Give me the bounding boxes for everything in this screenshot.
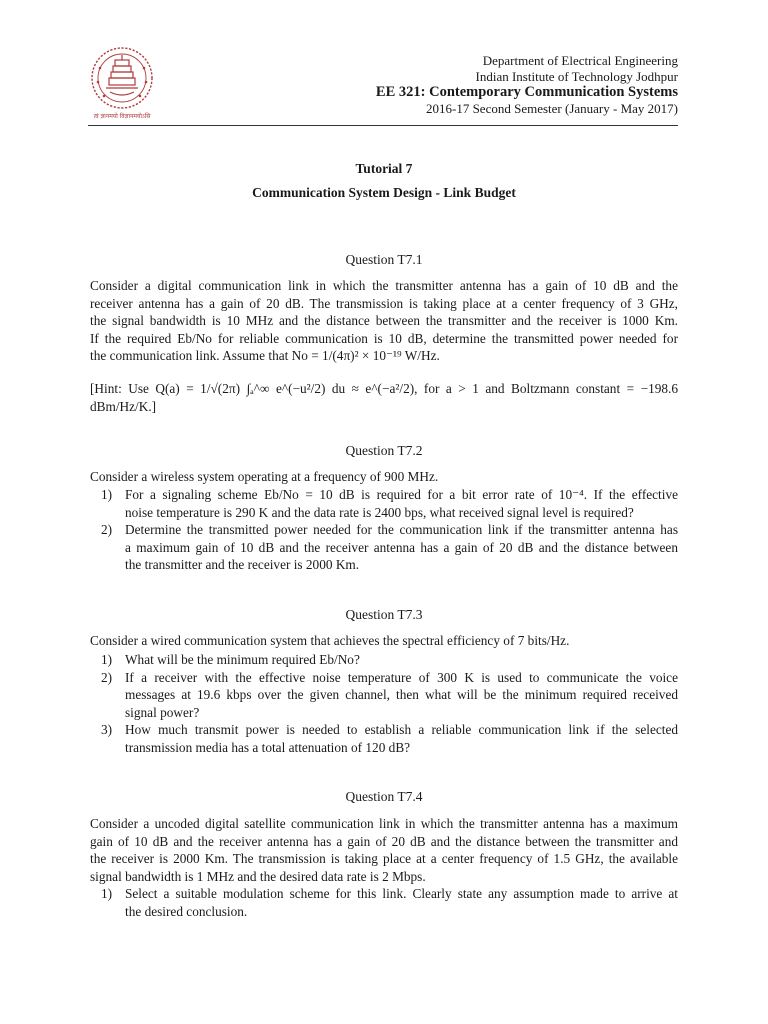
item-line: the desired conclusion. (125, 903, 248, 919)
tutorial-subtitle: Communication System Design - Link Budget (252, 185, 516, 200)
body-line: Consider a wireless system operating at a frequency of 900 MHz. (90, 469, 439, 484)
question-body (90, 815, 678, 885)
item-line: What will be the minimum required Eb/No? (125, 652, 360, 667)
question-heading: Question T7.4 (345, 789, 423, 804)
item-line: the transmitter and the receiver is 2000 Km. (125, 557, 360, 572)
item-index: 1) (101, 487, 113, 502)
body-line: Consider a uncoded digital satellite communication link in which the transmitter antenna has a maximum (90, 816, 678, 831)
list-item (90, 885, 678, 920)
item-line: signal power? (125, 704, 200, 720)
question-heading: Question T7.3 (345, 607, 423, 622)
question-intro (90, 468, 678, 486)
item-line: Select a suitable modulation scheme for this link. Clearly state any assumption made to arrive at (125, 886, 678, 901)
semester-info: 2016-17 Second Semester (January - May 2017) (426, 101, 678, 116)
body-line: gain of 10 dB and the receiver antenna has a gain of 20 dB and the distance between the transmitter and (90, 833, 678, 849)
list-item (90, 486, 678, 521)
item-line: Determine the transmitted power needed for the communication link if the transmitter antenna has (125, 522, 678, 537)
header-rule (88, 125, 678, 126)
logo-motto: त्वं ज्ञानमयो विज्ञानमयोऽसि (93, 113, 151, 120)
item-index: 3) (101, 722, 113, 737)
question-body (90, 277, 678, 365)
body-line: the signal bandwidth is 10 MHz and the distance between the transmitter and the receiver is 1000 Km. (90, 313, 678, 328)
item-index: 2) (101, 522, 113, 537)
tutorial-title: Tutorial 7 (355, 161, 413, 176)
item-line: If a receiver with the effective noise temperature of 300 K is used to communicate the voice (125, 669, 678, 685)
item-index: 1) (101, 652, 113, 667)
body-line: the communication link. Assume that No = 1/(4π)² × 10⁻¹⁹ W/Hz. (90, 348, 440, 363)
list-item (90, 721, 678, 756)
course-title: EE 321: Contemporary Communication Systems (375, 84, 678, 100)
item-index: 2) (101, 669, 113, 685)
item-line: messages at 19.6 kbps over the given channel, then what will be the minimum required received (125, 687, 678, 702)
body-line: receiver antenna has a gain of 20 dB. The transmission is taking place at a center frequency of 3 GHz, (90, 295, 678, 311)
hint-line: [Hint: Use Q(a) = 1/√(2π) ∫ₐ^∞ e^(−u²/2) du ≈ e^(−a²/2), for a > 1 and Boltzmann constant = −198.6 (90, 381, 678, 396)
question-heading: Question T7.1 (345, 252, 423, 267)
item-line: For a signaling scheme Eb/No = 10 dB is required for a bit error rate of 10⁻⁴. If the effective (125, 487, 678, 502)
question-items (90, 885, 678, 920)
list-item (90, 651, 678, 669)
body-line: Consider a wired communication system that achieves the spectral efficiency of 7 bits/Hz. (90, 633, 570, 648)
document-header (376, 53, 678, 117)
question-hint (90, 380, 678, 415)
list-item (90, 521, 678, 574)
iit-jodhpur-logo (80, 38, 164, 122)
question-items (90, 651, 678, 756)
body-line: If the required Eb/No for reliable communication is 10 dB, determine the transmitted power needed for (90, 330, 678, 346)
item-line: transmission media has a total attenuation of 120 dB? (125, 739, 411, 755)
list-item (90, 669, 678, 722)
question-items (90, 486, 678, 574)
item-index: 1) (101, 886, 113, 901)
item-line: noise temperature is 290 K and the data rate is 2400 bps, what received signal level is required? (125, 504, 634, 520)
department-name: Department of Electrical Engineering (482, 53, 678, 68)
body-line: the receiver is 2000 Km. The transmission is taking place at a center frequency of 1.5 GHz, the available (90, 851, 678, 866)
institute-name: Indian Institute of Technology Jodhpur (475, 68, 678, 84)
question-heading: Question T7.2 (345, 443, 423, 458)
item-line: How much transmit power is needed to establish a reliable communication link if the selected (125, 722, 678, 737)
body-line: signal bandwidth is 1 MHz and the desired data rate is 2 Mbps. (90, 868, 426, 884)
question-intro (90, 632, 678, 650)
hint-line: dBm/Hz/K.] (90, 398, 157, 414)
body-line: Consider a digital communication link in which the transmitter antenna has a gain of 10 dB and the (90, 278, 678, 293)
item-line: a maximum gain of 10 dB and the receiver antenna has a gain of 20 dB and the distance between (125, 539, 678, 555)
